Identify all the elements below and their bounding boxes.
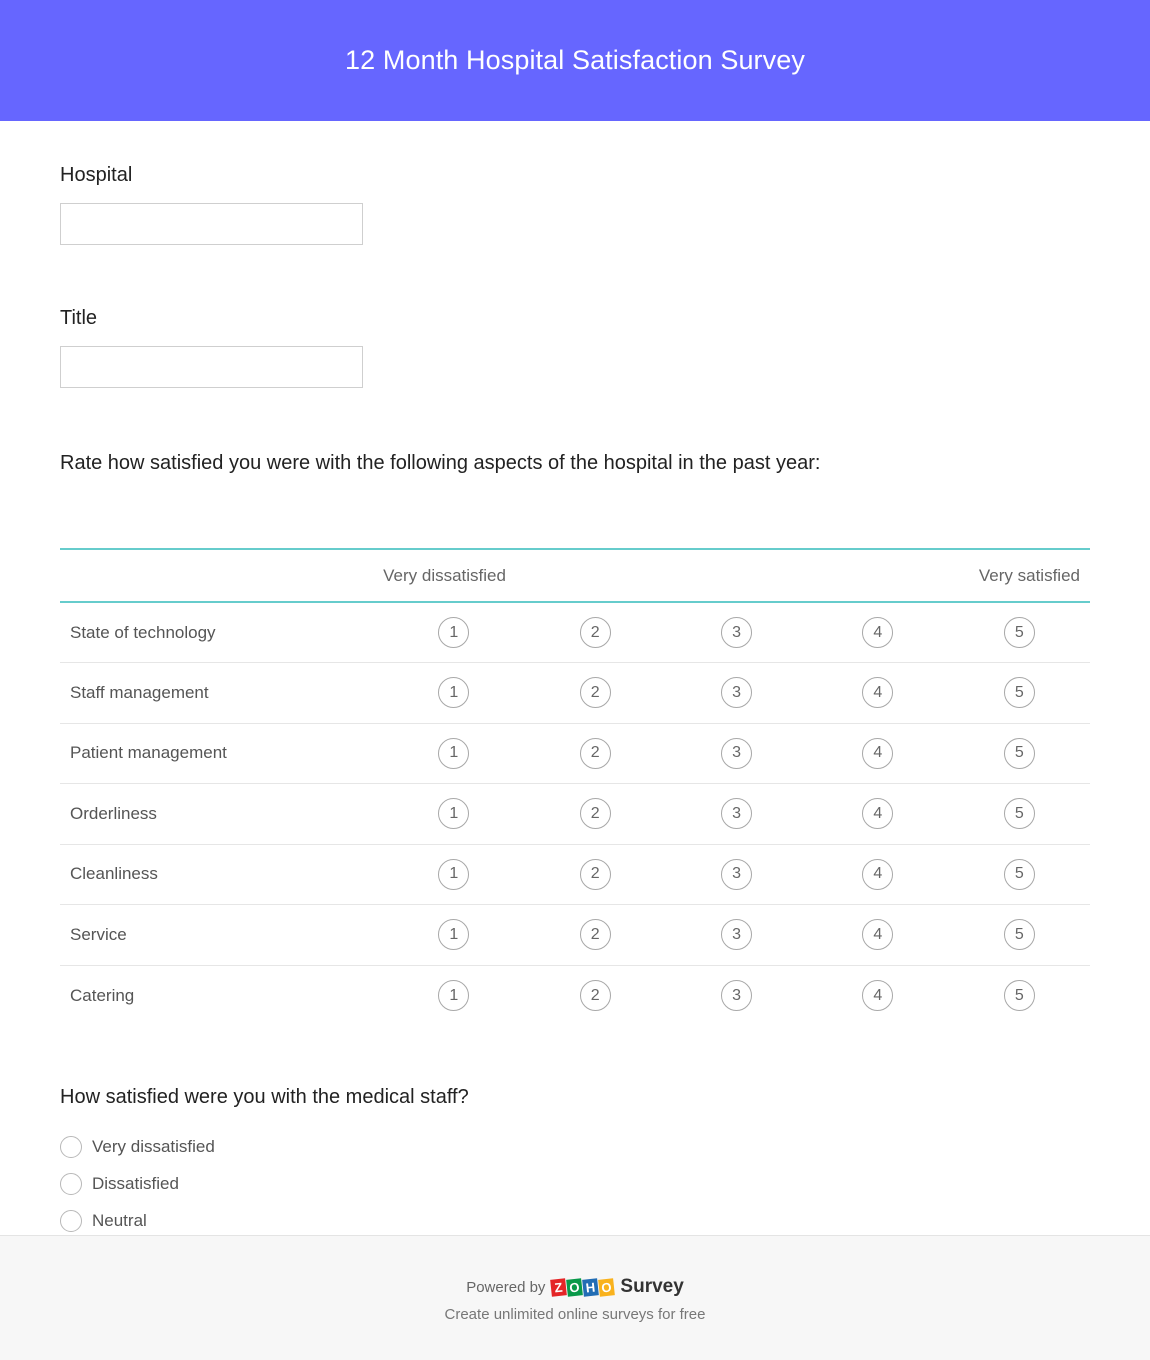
rating-option-4[interactable]: 4 xyxy=(862,798,893,829)
radio-button[interactable] xyxy=(60,1173,82,1195)
rating-cell xyxy=(524,723,665,784)
logo-letter: Z xyxy=(551,1278,568,1296)
rating-option-5[interactable]: 5 xyxy=(1004,859,1035,890)
rating-cell xyxy=(666,965,807,1026)
rating-cell xyxy=(666,905,807,966)
matrix-row xyxy=(60,723,1090,784)
rating-option-1[interactable]: 1 xyxy=(438,919,469,950)
footer-tagline[interactable]: Create unlimited online surveys for free xyxy=(444,1306,706,1323)
rating-cell xyxy=(383,965,524,1026)
matrix-header-spacer xyxy=(60,549,383,602)
rating-cell xyxy=(383,784,524,845)
rating-option-2[interactable]: 2 xyxy=(580,859,611,890)
rating-cell xyxy=(949,784,1090,845)
matrix-row-label: Cleanliness xyxy=(70,864,158,884)
rating-option-1[interactable]: 1 xyxy=(438,798,469,829)
matrix-header-spacer-mid xyxy=(666,549,807,602)
rating-option-3[interactable]: 3 xyxy=(721,919,752,950)
rating-cell xyxy=(807,784,948,845)
radio-button[interactable] xyxy=(60,1136,82,1158)
zoho-survey-logo[interactable] xyxy=(551,1276,683,1298)
radio-option-label: Very dissatisfied xyxy=(92,1137,215,1156)
rating-option-5[interactable]: 5 xyxy=(1004,919,1035,950)
rating-cell xyxy=(383,602,524,663)
medical-staff-option[interactable] xyxy=(60,1203,1090,1240)
rating-option-2[interactable]: 2 xyxy=(580,798,611,829)
logo-product-name: Survey xyxy=(620,1276,684,1297)
rating-cell xyxy=(383,844,524,905)
rating-cell xyxy=(666,723,807,784)
medical-staff-options xyxy=(60,1129,1090,1240)
matrix-row-label: Service xyxy=(70,924,127,944)
rating-cell xyxy=(807,663,948,724)
medical-staff-option[interactable] xyxy=(60,1129,1090,1166)
rating-cell xyxy=(949,723,1090,784)
survey-title: 12 Month Hospital Satisfaction Survey xyxy=(345,45,805,75)
rating-option-2[interactable]: 2 xyxy=(580,677,611,708)
powered-by xyxy=(0,1276,1150,1298)
logo-letter: H xyxy=(583,1278,600,1296)
rating-cell xyxy=(383,905,524,966)
rating-cell xyxy=(524,905,665,966)
logo-letter: O xyxy=(599,1278,616,1296)
rating-option-3[interactable]: 3 xyxy=(721,738,752,769)
matrix-row-label: Patient management xyxy=(70,743,227,763)
rating-option-4[interactable]: 4 xyxy=(862,738,893,769)
rating-cell xyxy=(949,905,1090,966)
rating-cell xyxy=(666,844,807,905)
hospital-field-group xyxy=(60,164,1090,245)
title-input[interactable] xyxy=(60,346,363,388)
rating-option-5[interactable]: 5 xyxy=(1004,617,1035,648)
rating-cell xyxy=(949,663,1090,724)
rating-option-3[interactable]: 3 xyxy=(721,859,752,890)
powered-by-text: Powered by xyxy=(466,1278,546,1296)
rating-option-5[interactable]: 5 xyxy=(1004,980,1035,1011)
matrix-row-label: Orderliness xyxy=(70,803,157,823)
rating-option-3[interactable]: 3 xyxy=(721,677,752,708)
rating-matrix xyxy=(60,548,1090,1026)
matrix-row-label: Staff management xyxy=(70,682,209,702)
survey-body xyxy=(0,164,1150,1240)
rating-cell xyxy=(524,602,665,663)
title-label: Title xyxy=(60,307,98,329)
rating-cell xyxy=(524,844,665,905)
rating-option-1[interactable]: 1 xyxy=(438,738,469,769)
matrix-body xyxy=(60,602,1090,1026)
rating-option-3[interactable]: 3 xyxy=(721,617,752,648)
matrix-row-label: State of technology xyxy=(70,622,216,642)
rating-option-2[interactable]: 2 xyxy=(580,738,611,769)
matrix-row xyxy=(60,663,1090,724)
rating-cell xyxy=(666,784,807,845)
title-field-group xyxy=(60,307,1090,388)
matrix-row-label: Catering xyxy=(70,985,135,1005)
rating-option-4[interactable]: 4 xyxy=(862,859,893,890)
rating-cell xyxy=(666,663,807,724)
matrix-row xyxy=(60,905,1090,966)
rating-cell xyxy=(807,723,948,784)
matrix-question: Rate how satisfied you were with the following aspects of the hospital in the past year: xyxy=(60,452,821,474)
rating-option-5[interactable]: 5 xyxy=(1004,677,1035,708)
rating-cell xyxy=(807,965,948,1026)
rating-option-1[interactable]: 1 xyxy=(438,980,469,1011)
rating-cell xyxy=(807,905,948,966)
rating-option-4[interactable]: 4 xyxy=(862,980,893,1011)
matrix-row xyxy=(60,602,1090,663)
rating-option-1[interactable]: 1 xyxy=(438,617,469,648)
rating-cell xyxy=(807,602,948,663)
rating-option-3[interactable]: 3 xyxy=(721,980,752,1011)
rating-cell xyxy=(524,784,665,845)
rating-option-3[interactable]: 3 xyxy=(721,798,752,829)
rating-cell xyxy=(524,663,665,724)
rating-option-4[interactable]: 4 xyxy=(862,677,893,708)
rating-cell xyxy=(949,602,1090,663)
rating-option-4[interactable]: 4 xyxy=(862,919,893,950)
rating-option-5[interactable]: 5 xyxy=(1004,798,1035,829)
matrix-row xyxy=(60,965,1090,1026)
rating-option-2[interactable]: 2 xyxy=(580,617,611,648)
rating-cell xyxy=(383,663,524,724)
rating-cell xyxy=(949,844,1090,905)
rating-option-1[interactable]: 1 xyxy=(438,859,469,890)
rating-option-2[interactable]: 2 xyxy=(580,919,611,950)
rating-option-5[interactable]: 5 xyxy=(1004,738,1035,769)
rating-cell xyxy=(949,965,1090,1026)
hospital-label: Hospital xyxy=(60,164,133,186)
radio-button[interactable] xyxy=(60,1210,82,1232)
medical-staff-question: How satisfied were you with the medical staff? xyxy=(60,1085,469,1108)
rating-cell xyxy=(383,723,524,784)
scale-high-label: Very satisfied xyxy=(978,565,1080,585)
radio-option-label: Dissatisfied xyxy=(92,1174,179,1193)
hospital-input[interactable] xyxy=(60,203,363,245)
rating-cell xyxy=(524,965,665,1026)
footer xyxy=(0,1235,1150,1360)
matrix-header-row xyxy=(60,549,1090,602)
logo-letter: O xyxy=(567,1278,584,1296)
survey-header xyxy=(0,0,1150,121)
matrix-row xyxy=(60,784,1090,845)
rating-option-2[interactable]: 2 xyxy=(580,980,611,1011)
rating-option-4[interactable]: 4 xyxy=(862,617,893,648)
rating-cell xyxy=(666,602,807,663)
medical-staff-option[interactable] xyxy=(60,1166,1090,1203)
rating-cell xyxy=(807,844,948,905)
radio-option-label: Neutral xyxy=(92,1211,147,1230)
matrix-row xyxy=(60,844,1090,905)
scale-low-label: Very dissatisfied xyxy=(383,565,506,585)
rating-option-1[interactable]: 1 xyxy=(438,677,469,708)
